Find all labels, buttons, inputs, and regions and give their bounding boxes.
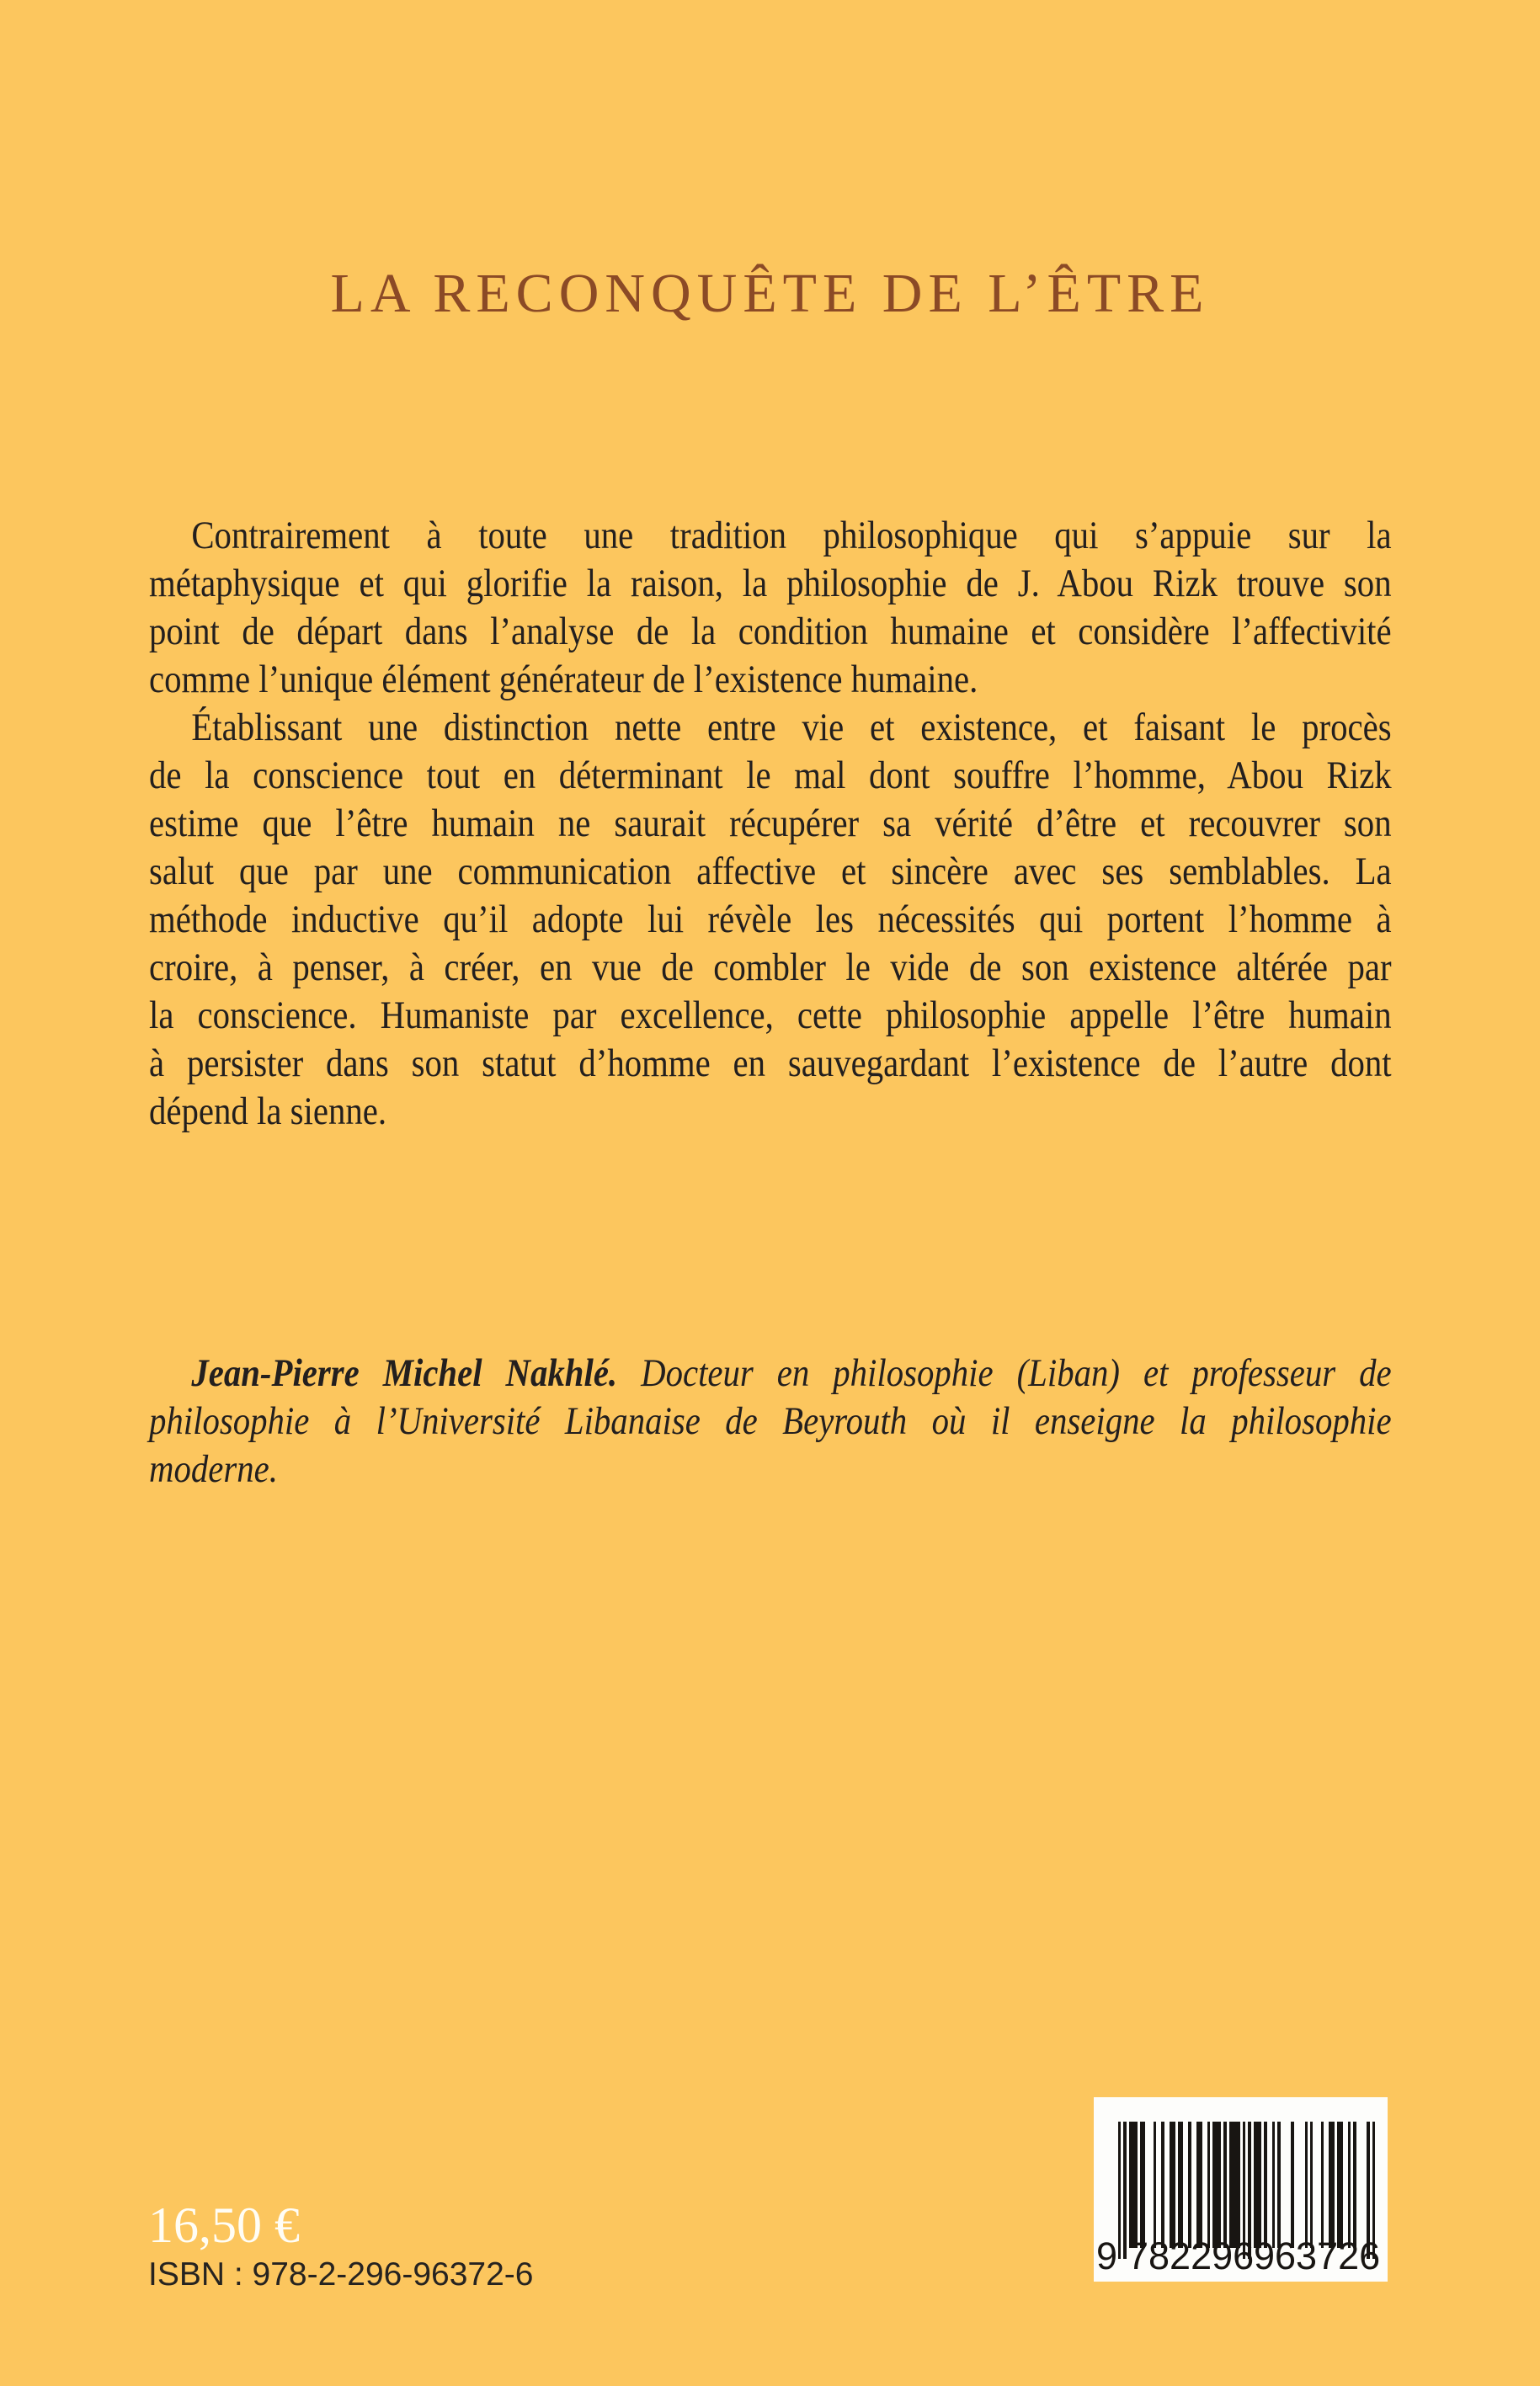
barcode-digits <box>1094 2236 1388 2278</box>
text-line: de la conscience tout en déterminant le mal dont souffre l’homme, Abou Rizk <box>149 754 1392 797</box>
synopsis-paragraph-2 <box>149 704 1392 1136</box>
isbn: ISBN : 978-2-296-96372-6 <box>148 2256 534 2293</box>
text-line: estime que l’être humain ne saurait récupérer sa vérité d’être et recouvrer son <box>149 802 1392 845</box>
barcode-bar <box>1310 2122 1313 2248</box>
text-line: méthode inductive qu’il adopte lui révèle les nécessités qui portent l’homme à <box>149 897 1392 941</box>
barcode-bar <box>1277 2122 1280 2248</box>
price: 16,50 € <box>148 2197 300 2253</box>
barcode-panel <box>1094 2097 1388 2282</box>
author-bio-text: Docteur en philosophie (Liban) et professeur de <box>617 1351 1392 1395</box>
barcode-bar <box>1143 2122 1145 2248</box>
author-bio-line <box>149 1350 1392 1398</box>
barcode-bar <box>1154 2122 1156 2248</box>
barcode-bar <box>1321 2122 1324 2248</box>
barcode-bar <box>1340 2122 1342 2248</box>
barcode-bar <box>1291 2122 1293 2248</box>
author-bio-line: moderne. <box>149 1447 278 1491</box>
text-line: à persister dans son statut d’homme en sauvegardant l’existence de l’autre dont <box>149 1041 1392 1085</box>
barcode-digit-first: 9 <box>1096 2234 1118 2277</box>
barcode-bar <box>1172 2122 1175 2248</box>
barcode-bar <box>1180 2122 1183 2248</box>
text-line: croire, à penser, à créer, en vue de combler le vide de son existence altérée par <box>149 945 1392 989</box>
text-line: dépend la sienne. <box>149 1089 387 1133</box>
barcode-bar <box>1218 2122 1221 2248</box>
synopsis-paragraph-1 <box>149 512 1392 704</box>
author-bio-line: philosophie à l’Université Libanaise de Beyrouth où il enseigne la philosophie <box>149 1399 1392 1443</box>
barcode-bar <box>1161 2122 1164 2248</box>
text-line: Contrairement à toute une tradition philosophique qui s’appuie sur la <box>191 514 1392 557</box>
barcode-bar <box>1207 2122 1210 2248</box>
barcode-bar <box>1188 2122 1191 2248</box>
barcode-bar <box>1134 2122 1137 2248</box>
book-title: LA RECONQUÊTE DE L’ÊTRE <box>330 263 1210 325</box>
barcode-bar <box>1223 2122 1226 2248</box>
text-line: la conscience. Humaniste par excellence, cette philosophie appelle l’être humain <box>149 993 1392 1037</box>
barcode-bar <box>1332 2122 1335 2248</box>
text-line: comme l’unique élément générateur de l’existence humaine. <box>149 658 978 701</box>
barcode-bar <box>1237 2122 1239 2248</box>
barcode-digits-right: 963726 <box>1254 2234 1381 2277</box>
barcode-bar <box>1305 2122 1308 2248</box>
barcode-bar <box>1259 2122 1261 2248</box>
synopsis <box>149 512 1392 1136</box>
text-line: point de départ dans l’analyse de la condition humaine et considère l’affectivité <box>149 610 1392 653</box>
author-bio <box>149 1350 1392 1494</box>
text-line: salut que par une communication affective et sincère avec ses semblables. La <box>149 849 1392 893</box>
barcode-bar <box>1353 2122 1356 2248</box>
barcode-bar <box>1199 2122 1202 2248</box>
barcode-digits-left: 782296 <box>1127 2234 1255 2277</box>
text-line: métaphysique et qui glorifie la raison, la philosophie de J. Abou Rizk trouve son <box>149 562 1392 605</box>
barcode-bar <box>1264 2122 1266 2248</box>
author-name: Jean-Pierre Michel Nakhlé. <box>191 1351 618 1395</box>
barcode-bar <box>1272 2122 1275 2248</box>
text-line: Établissant une distinction nette entre vie et existence, et faisant le procès <box>191 706 1392 749</box>
barcode-bar <box>1348 2122 1351 2248</box>
